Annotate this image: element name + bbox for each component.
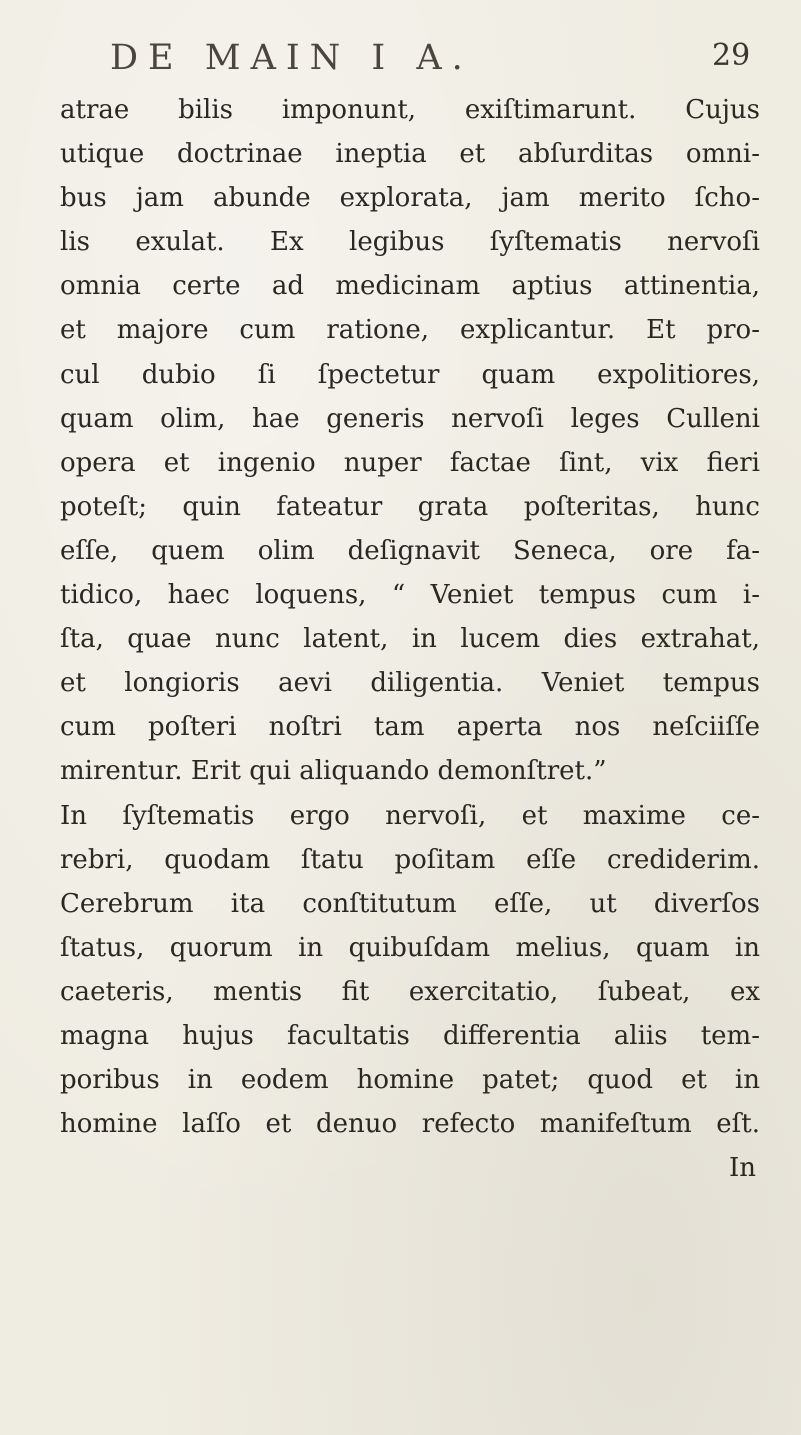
text-line: rebri, quodam ſtatu poſitam eſſe crediderim. xyxy=(60,844,760,875)
text-line: utique doctrinae ineptia et abſurditas omni- xyxy=(60,139,760,170)
catchword: In xyxy=(728,1153,756,1184)
text-line: cum poſteri noſtri tam aperta nos neſciiſſe xyxy=(60,712,760,743)
text-line: homine laſſo et denuo refecto manifeſtum eſt. xyxy=(60,1109,760,1140)
text-line: et majore cum ratione, explicantur. Et pro- xyxy=(60,315,760,346)
text-line: tidico, haec loquens, “ Veniet tempus cum i- xyxy=(60,580,760,611)
text-line: ſta, quae nunc latent, in lucem dies extrahat, xyxy=(60,624,760,655)
text-line: lis exulat. Ex legibus ſyſtematis nervoſi xyxy=(60,227,760,258)
text-line: bus jam abunde explorata, jam merito ſcho- xyxy=(60,183,760,214)
body-text xyxy=(60,88,760,1190)
text-line: atrae bilis imponunt, exiſtimarunt. Cujus xyxy=(60,95,760,125)
text-line: poteſt; quin fateatur grata poſteritas, hunc xyxy=(60,491,760,522)
text-line: omnia certe ad medicinam aptius attinentia, xyxy=(60,271,760,302)
text-line: magna hujus facultatis differentia aliis tem- xyxy=(60,1020,760,1051)
text-line: et longioris aevi diligentia. Veniet tempus xyxy=(60,668,760,699)
text-line: Cerebrum ita conſtitutum eſſe, ut diverſos xyxy=(60,888,760,919)
text-line: In ſyſtematis ergo nervoſi, et maxime ce- xyxy=(60,800,760,831)
text-line: quam olim, hae generis nervoſi leges Culleni xyxy=(60,403,760,434)
text-line: cul dubio ſi ſpectetur quam expolitiores, xyxy=(60,359,760,390)
text-line: poribus in eodem homine patet; quod et in xyxy=(60,1065,760,1096)
text-line: eſſe, quem olim deſignavit Seneca, ore fa- xyxy=(60,535,760,566)
page-number: 29 xyxy=(712,38,751,73)
running-head: DE MAIN I A. xyxy=(110,38,473,78)
text-line: caeteris, mentis fit exercitatio, ſubeat, ex xyxy=(60,976,760,1007)
text-line: mirentur. Erit qui aliquando demonſtret.” xyxy=(60,756,607,787)
text-line: opera et ingenio nuper factae ſint, vix fieri xyxy=(60,447,760,478)
text-line: ſtatus, quorum in quibuſdam melius, quam in xyxy=(60,932,760,963)
